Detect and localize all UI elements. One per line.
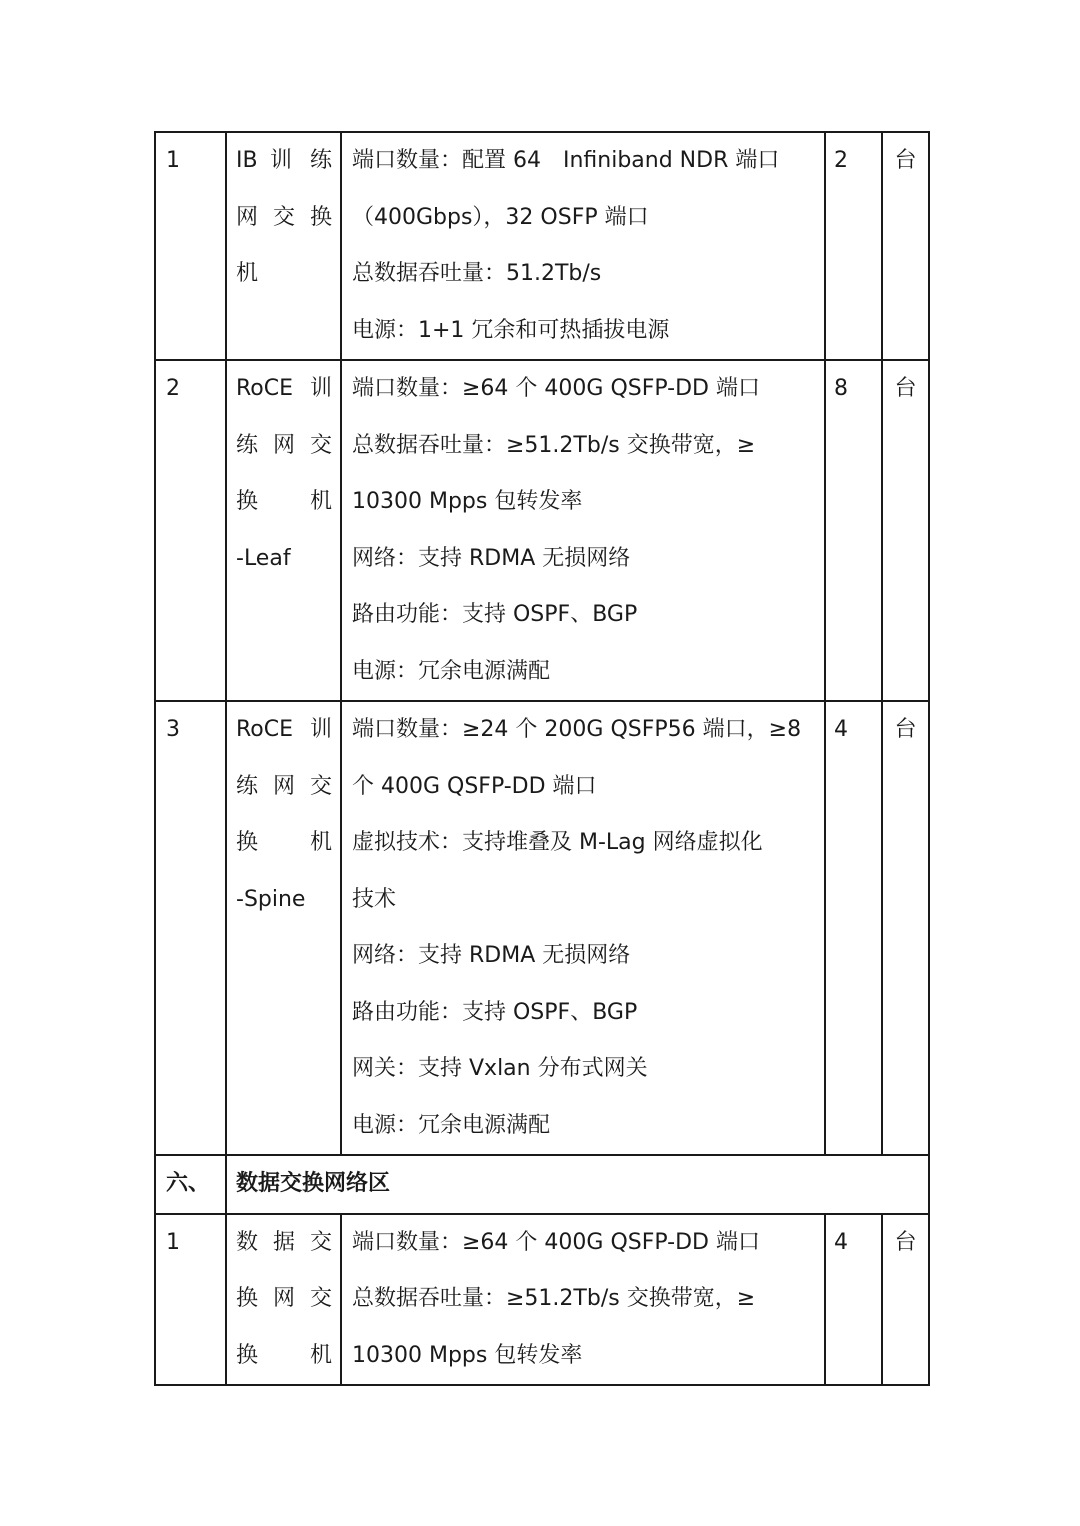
device-name-line: 练 网 交 (236, 432, 332, 458)
section-title: 数据交换网络区 (226, 1155, 929, 1214)
spec-line: 总数据吞吐量：≥51.2Tb/s 交换带宽，≥ (352, 432, 756, 458)
device-name-line: 换 机 (236, 1342, 332, 1368)
section-number: 六、 (155, 1155, 226, 1214)
table-row (155, 360, 929, 701)
spec-line: 10300 Mpps 包转发率 (352, 489, 583, 514)
spec-line: 电源：冗余电源满配 (352, 1112, 551, 1138)
spec-line: 技术 (352, 886, 397, 912)
device-name (226, 360, 341, 701)
unit: 台 (882, 701, 929, 1155)
spec-line: （400Gbps），32 OSFP 端口 (352, 204, 649, 230)
equipment-spec-table (154, 131, 930, 1386)
spec-line: 路由功能：支持 OSPF、BGP (352, 602, 638, 627)
device-name-line: 数 据 交 (236, 1229, 332, 1255)
device-name-line: 换 网 交 (236, 1286, 332, 1311)
device-name-line: 换 机 (236, 830, 332, 855)
row-number: 2 (155, 360, 226, 701)
device-specs (341, 1214, 825, 1386)
table-row (155, 132, 929, 360)
quantity: 4 (825, 701, 882, 1155)
table-row (155, 1214, 929, 1386)
device-name-line: 机 (236, 261, 259, 286)
device-name-line: -Leaf (236, 545, 291, 571)
unit: 台 (882, 360, 929, 701)
spec-line: 总数据吞吐量：51.2Tb/s (352, 261, 602, 286)
device-name-line: -Spine (236, 886, 306, 912)
spec-line: 个 400G QSFP-DD 端口 (352, 773, 597, 799)
device-specs (341, 360, 825, 701)
spec-line: 端口数量：配置 64 Infiniband NDR 端口 (352, 148, 780, 173)
spec-line: 端口数量：≥64 个 400G QSFP-DD 端口 (352, 376, 760, 401)
spec-line: 10300 Mpps 包转发率 (352, 1342, 583, 1368)
device-name-line: RoCE 训 (236, 717, 332, 742)
section-header-row (155, 1155, 929, 1214)
row-number: 3 (155, 701, 226, 1155)
device-specs (341, 701, 825, 1155)
spec-line: 电源：冗余电源满配 (352, 658, 551, 684)
row-number: 1 (155, 132, 226, 360)
device-name (226, 132, 341, 360)
device-name-line: 换 机 (236, 489, 332, 514)
row-number: 1 (155, 1214, 226, 1386)
table-row (155, 701, 929, 1155)
device-name-line: IB 训 练 (236, 148, 332, 173)
device-name-line: 网 交 换 (236, 204, 332, 230)
quantity: 2 (825, 132, 882, 360)
spec-line: 虚拟技术：支持堆叠及 M-Lag 网络虚拟化 (352, 830, 763, 855)
spec-line: 端口数量：≥24 个 200G QSFP56 端口，≥8 (352, 717, 802, 742)
device-name-line: 练 网 交 (236, 773, 332, 799)
spec-line: 总数据吞吐量：≥51.2Tb/s 交换带宽，≥ (352, 1286, 756, 1311)
spec-line: 网络：支持 RDMA 无损网络 (352, 545, 631, 571)
unit: 台 (882, 1214, 929, 1386)
device-name (226, 701, 341, 1155)
spec-line: 网络：支持 RDMA 无损网络 (352, 943, 631, 968)
device-name-line: RoCE 训 (236, 376, 332, 401)
spec-line: 电源：1+1 冗余和可热插拔电源 (352, 317, 670, 343)
device-name (226, 1214, 341, 1386)
device-specs (341, 132, 825, 360)
spec-line: 网关：支持 Vxlan 分布式网关 (352, 1056, 648, 1081)
spec-line: 端口数量：≥64 个 400G QSFP-DD 端口 (352, 1229, 760, 1255)
unit: 台 (882, 132, 929, 360)
spec-line: 路由功能：支持 OSPF、BGP (352, 999, 638, 1025)
quantity: 8 (825, 360, 882, 701)
quantity: 4 (825, 1214, 882, 1386)
